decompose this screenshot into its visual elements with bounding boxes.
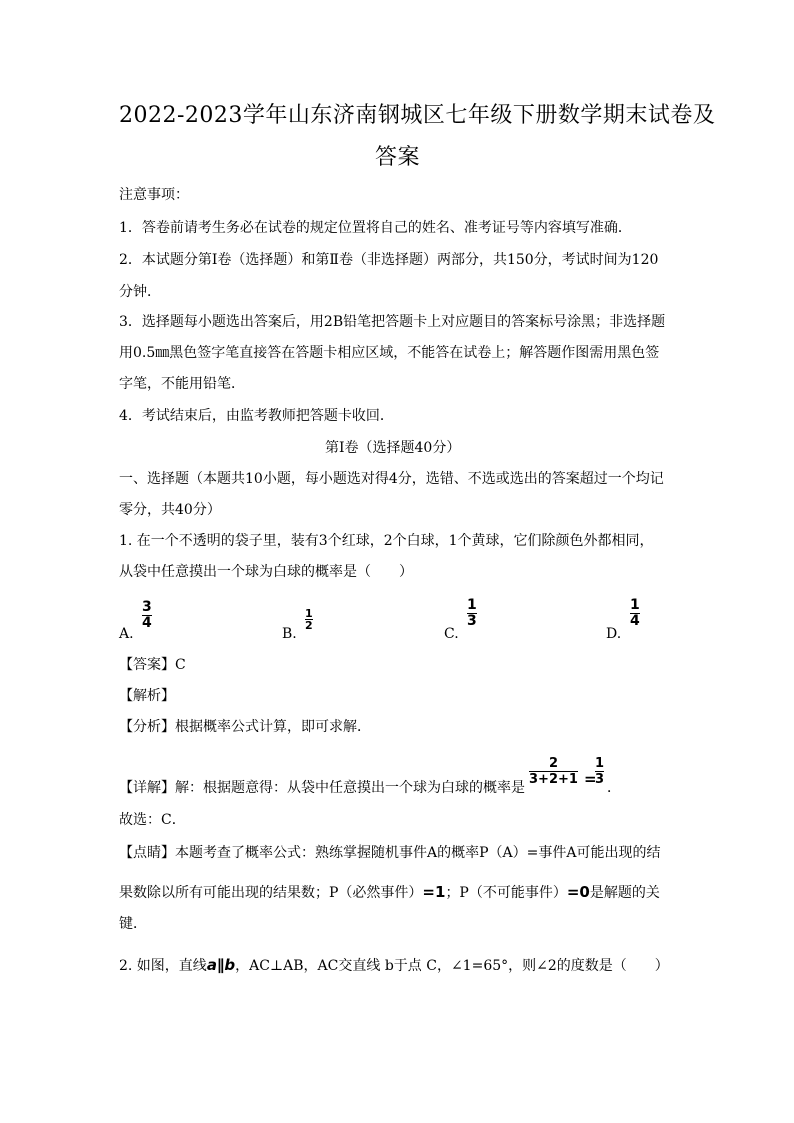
q1-option-b-denominator: 2 bbox=[305, 619, 313, 632]
q1-comment-line2 bbox=[119, 882, 660, 903]
notice-heading: 注意事项： bbox=[119, 187, 189, 203]
q1-answer: 【答案】C bbox=[119, 657, 186, 673]
q1-detail-fraction-2-denominator: 3 bbox=[595, 772, 605, 787]
page-title-line2: 答案 bbox=[375, 145, 421, 170]
q1-stem-line2: 从袋中任意摸出一个球为白球的概率是（ ） bbox=[119, 564, 413, 580]
q1-comment-text-b: ；P（不可能事件） bbox=[445, 885, 567, 901]
q1-comment-line1: 【点睛】本题考查了概率公式：熟练掌握随机事件A的概率P（A）=事件A可能出现的结 bbox=[119, 845, 661, 861]
q1-option-c-fraction bbox=[467, 598, 477, 629]
q1-option-c-label: C. bbox=[444, 626, 459, 642]
q1-stem-line1: 1. 在一个不透明的袋子里，装有3个红球，2个白球，1个黄球，它们除颜色外都相同， bbox=[119, 533, 654, 549]
q1-choose: 故选：C． bbox=[119, 812, 186, 828]
page-title-line1: 2022-2023学年山东济南钢城区七年级下册数学期末试卷及 bbox=[119, 103, 716, 128]
q1-detail-fraction-2-numerator: 1 bbox=[595, 756, 605, 771]
q1-option-d-numerator: 1 bbox=[630, 597, 640, 613]
section-intro-line2: 零分，共40分） bbox=[119, 502, 221, 518]
q1-option-a-label: A. bbox=[119, 626, 134, 642]
q2-math-parallel: a∥b bbox=[206, 956, 236, 974]
q1-comment-text-a: 果数除以所有可能出现的结果数；P（必然事件） bbox=[119, 885, 423, 901]
q1-detail-fraction-1 bbox=[529, 756, 578, 787]
q1-detail-fraction-1-denominator: 3+2+1 bbox=[529, 772, 578, 787]
q1-option-b-numerator: 1 bbox=[305, 607, 313, 620]
notice-item-2: 2．本试题分第Ⅰ卷（选择题）和第Ⅱ卷（非选择题）两部分，共150分，考试时间为120 bbox=[119, 252, 659, 268]
q2-prefix: 2. 如图，直线 bbox=[119, 958, 207, 974]
q1-option-d-label: D. bbox=[606, 626, 622, 642]
q1-option-d-denominator: 4 bbox=[630, 613, 640, 629]
q1-option-b-fraction bbox=[305, 608, 313, 631]
section-intro-line1: 一、选择题（本题共10小题，每小题选对得4分，选错、不选或选出的答案超过一个均记 bbox=[119, 471, 664, 487]
q2-rest: ，AC⊥AB，AC交直线 b于点 C，∠1=65°，则∠2的度数是（ ） bbox=[235, 958, 669, 974]
q1-option-a-denominator: 4 bbox=[142, 615, 152, 631]
q1-detail-equals: = bbox=[584, 770, 597, 788]
notice-item-4: 4．考试结束后，由监考教师把答题卡收回． bbox=[119, 408, 394, 424]
q1-option-d-fraction bbox=[630, 598, 640, 629]
q1-option-a-numerator: 3 bbox=[142, 599, 152, 615]
q1-comment-eq-one: =1 bbox=[422, 883, 446, 901]
q1-option-b-label: B. bbox=[282, 626, 297, 642]
q2-stem bbox=[119, 955, 669, 976]
q1-option-a-fraction bbox=[142, 600, 152, 631]
q1-option-c-denominator: 3 bbox=[467, 613, 477, 629]
q1-detail-fraction-2 bbox=[595, 756, 604, 787]
q1-detail-end: ． bbox=[607, 780, 621, 796]
q1-detail-text: 【详解】解：根据题意得：从袋中任意摸出一个球为白球的概率是 bbox=[119, 780, 525, 796]
q1-option-c-numerator: 1 bbox=[467, 597, 477, 613]
q1-comment-line3: 键． bbox=[119, 916, 147, 932]
notice-item-1: 1．答卷前请考生务必在试卷的规定位置将自己的姓名、准考证号等内容填写准确． bbox=[119, 220, 632, 236]
notice-item-3-cont2: 字笔，不能用铅笔． bbox=[119, 376, 245, 392]
q1-analysis: 【分析】根据概率公式计算，即可求解． bbox=[119, 719, 371, 735]
q1-comment-text-c: 是解题的关 bbox=[589, 885, 660, 901]
q1-detail-fraction-1-numerator: 2 bbox=[548, 756, 558, 771]
q1-analysis-heading: 【解析】 bbox=[119, 688, 175, 704]
notice-item-3: 3．选择题每小题选出答案后，用2B铅笔把答题卡上对应题目的答案标号涂黑；非选择题 bbox=[119, 314, 666, 330]
section-title: 第Ⅰ卷（选择题40分） bbox=[325, 440, 461, 456]
notice-item-3-cont1: 用0.5㎜黑色签字笔直接答在答题卡相应区域，不能答在试卷上；解答题作图需用黑色签 bbox=[119, 345, 660, 361]
q1-comment-eq-zero: =0 bbox=[566, 883, 590, 901]
notice-item-2-cont: 分钟． bbox=[119, 284, 161, 300]
